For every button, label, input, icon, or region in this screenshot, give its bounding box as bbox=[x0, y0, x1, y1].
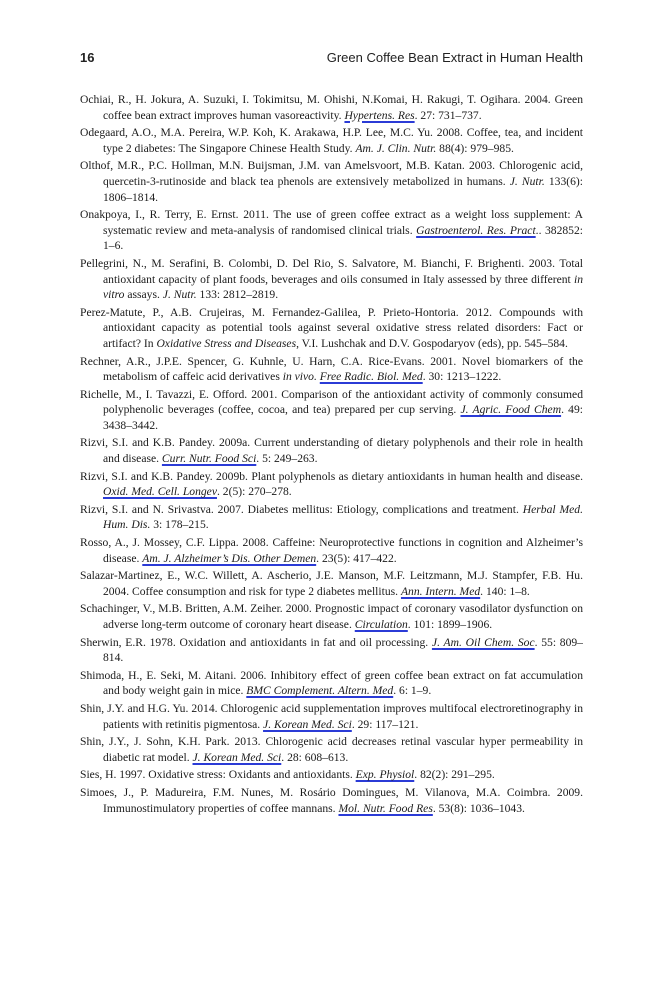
reference-text: . 55: 809–814. bbox=[103, 635, 583, 665]
reference-text: . 82(2): 291–295. bbox=[414, 768, 495, 782]
reference-text: . 29: 117–121. bbox=[351, 717, 419, 731]
journal-link[interactable]: Mol. Nutr. Food Res bbox=[338, 801, 433, 815]
reference-text: Shin, J.Y., J. Sohn, K.H. Park. 2013. Chlorogenic acid decreases retinal vascular hyper permeability in diabetic rat model. bbox=[80, 735, 583, 764]
reference-text: Pellegrini, N., M. Serafini, B. Colombi, D. Del Rio, S. Salvatore, M. Bianchi, F. Brighenti. 2003. Total antioxidant capacity of plant foods, beverages and oils consumed in Italy assessed by three different bbox=[80, 256, 583, 286]
reference-text: . 53(8): 1036–1043. bbox=[432, 801, 525, 815]
reference-text: Sherwin, E.R. 1978. Oxidation and antioxidants in fat and oil processing. bbox=[80, 635, 432, 649]
reference-text: . 49: 3438–3442. bbox=[103, 403, 583, 432]
reference-text: . 23(5): 417–422. bbox=[316, 551, 397, 565]
journal-link[interactable]: Hypertens. Res bbox=[344, 108, 415, 122]
reference-text: Perez-Matute, P., A.B. Crujeiras, M. Fernandez-Galilea, P. Prieto-Hontoria. 2012. Compounds with antioxidant capacity as potential tools against several oxidative stress related disorders: Fact or artifact? In bbox=[80, 305, 583, 350]
reference-text: . 27: 731–737. bbox=[414, 108, 482, 122]
reference-entry bbox=[80, 469, 583, 500]
journal-link[interactable]: Curr. Nutr. Food Sci bbox=[161, 452, 257, 466]
italic-text: Oxidative Stress and Diseases bbox=[156, 336, 297, 350]
reference-text: Rizvi, S.I. and N. Srivastva. 2007. Diabetes mellitus: Etiology, complications and treatment. bbox=[80, 502, 523, 516]
reference-text: Rizvi, S.I. and K.B. Pandey. 2009b. Plant polyphenols as dietary antioxidants in human health and disease. bbox=[80, 469, 583, 483]
reference-text: Simoes, J., P. Madureira, F.M. Nunes, M. Rosário Domingues, M. Vilanova, M.A. Coimbra. 2009. Immunostimulatory properties of coffee mannans. bbox=[80, 785, 583, 815]
reference-text: Rosso, A., J. Mossey, C.F. Lippa. 2008. Caffeine: Neuroprotective functions in cognition and Alzheimer’s disease. bbox=[80, 536, 583, 565]
reference-text: assays. bbox=[124, 288, 163, 302]
reference-entry bbox=[80, 535, 583, 566]
reference-entry bbox=[80, 354, 583, 385]
reference-text: . 2(5): 270–278. bbox=[216, 485, 292, 499]
reference-text: Salazar-Martinez, E., W.C. Willett, A. Ascherio, J.E. Manson, M.F. Leitzmann, M.J. Stampfer, F.B. Hu. 2004. Coffee consumption and risk for type 2 diabetes mellitus. bbox=[80, 569, 583, 598]
journal-link[interactable]: Gastroenterol. Res. Pract bbox=[416, 223, 536, 237]
reference-text: Olthof, M.R., P.C. Hollman, M.N. Buijsman, J.M. van Amelsvoort, M.B. Katan. 2003. Chlorogenic acid, quercetin-3-rutinoside and black tea phenols are extensively metabolized in humans. bbox=[80, 159, 583, 188]
journal-link[interactable]: J. Agric. Food Chem bbox=[460, 403, 562, 417]
reference-text: Shin, J.Y. and H.G. Yu. 2014. Chlorogenic acid supplementation improves multifocal electroretinography in patients with retinitis pigmentosa. bbox=[80, 701, 583, 731]
reference-text: .. 382852: 1–6. bbox=[103, 223, 583, 253]
reference-text: Sies, H. 1997. Oxidative stress: Oxidants and antioxidants. bbox=[80, 768, 356, 782]
reference-text: . 101: 1899–1906. bbox=[407, 618, 493, 631]
reference-entry bbox=[80, 387, 583, 434]
italic-text: in vivo. bbox=[282, 370, 317, 384]
italic-text: J. Nutr. bbox=[509, 174, 545, 188]
reference-text: Shimoda, H., E. Seki, M. Aitani. 2006. Inhibitory effect of green coffee bean extract on fat accumulation and body weight gain in mice. bbox=[80, 668, 583, 698]
italic-text: in vitro bbox=[103, 272, 583, 302]
reference-text: Richelle, M., I. Tavazzi, E. Offord. 2001. Comparison of the antioxidant activity of commonly consumed polyphenolic beverages (coffee, cocoa, and tea) prepared per cup serving. bbox=[80, 387, 583, 417]
reference-entry bbox=[80, 435, 583, 466]
journal-link[interactable]: J. Korean Med. Sci bbox=[192, 750, 282, 764]
journal-link[interactable]: Ann. Intern. Med bbox=[400, 584, 481, 598]
italic-text: J. Nutr. bbox=[162, 288, 197, 302]
page-header bbox=[80, 50, 583, 70]
reference-entry bbox=[80, 158, 583, 205]
italic-text: Herbal Med. Hum. Dis. bbox=[103, 502, 583, 532]
reference-text: . 30: 1213–1222. bbox=[422, 370, 502, 384]
journal-link[interactable]: J. Korean Med. Sci bbox=[263, 717, 352, 731]
journal-link[interactable]: Circulation bbox=[354, 618, 408, 631]
reference-entry bbox=[80, 668, 583, 699]
reference-entry bbox=[80, 767, 583, 783]
reference-entry bbox=[80, 502, 583, 533]
reference-text: 3: 178–215. bbox=[150, 518, 209, 532]
journal-link[interactable]: Exp. Physiol bbox=[355, 768, 415, 782]
reference-text: 88(4): 979–985. bbox=[436, 141, 514, 155]
reference-list bbox=[80, 92, 583, 818]
reference-text: Rizvi, S.I. and K.B. Pandey. 2009a. Current understanding of dietary polyphenols and their role in health and disease. bbox=[80, 436, 583, 466]
journal-link[interactable]: Free Radic. Biol. Med bbox=[319, 370, 423, 384]
reference-text: , V.I. Lushchak and D.V. Gospodaryov (eds), pp. 545–584. bbox=[296, 336, 568, 350]
journal-link[interactable]: Am. J. Alzheimer’s Dis. Other Demen bbox=[142, 551, 317, 565]
reference-text: Schachinger, V., M.B. Britten, A.M. Zeiher. 2000. Prognostic impact of coronary vasodilator dysfunction on adverse long-term outcome of coronary heart disease. bbox=[80, 602, 583, 631]
reference-entry bbox=[80, 701, 583, 732]
reference-entry bbox=[80, 256, 583, 303]
reference-entry bbox=[80, 785, 583, 816]
reference-text: . 6: 1–9. bbox=[393, 684, 432, 698]
reference-text: Onakpoya, I., R. Terry, E. Ernst. 2011. The use of green coffee extract as a weight loss supplement: A systematic review and meta-analysis of randomised clinical trials. bbox=[80, 208, 583, 237]
reference-entry bbox=[80, 92, 583, 123]
reference-text: 133(6): 1806–1814. bbox=[103, 174, 583, 204]
journal-link[interactable]: Oxid. Med. Cell. Longev bbox=[103, 485, 217, 499]
page-number: 16 bbox=[80, 50, 95, 65]
reference-text: . 5: 249–263. bbox=[256, 452, 318, 466]
reference-text: . 140: 1–8. bbox=[480, 584, 530, 598]
reference-entry bbox=[80, 568, 583, 599]
reference-entry bbox=[80, 734, 583, 765]
reference-entry bbox=[80, 635, 583, 666]
journal-link[interactable]: BMC Complement. Altern. Med bbox=[246, 684, 394, 698]
journal-link[interactable]: J. Am. Oil Chem. Soc bbox=[431, 635, 535, 649]
reference-entry bbox=[80, 601, 583, 632]
reference-text: Rechner, A.R., J.P.E. Spencer, G. Kuhnle, U. Harn, C.A. Rice-Evans. 2001. Novel biomarkers of the metabolism of caffeic acid derivatives bbox=[80, 354, 583, 384]
reference-entry bbox=[80, 125, 583, 156]
reference-entry bbox=[80, 207, 583, 254]
running-title: Green Coffee Bean Extract in Human Health bbox=[326, 50, 583, 65]
reference-text: 133: 2812–2819. bbox=[196, 288, 279, 302]
reference-text: . 28: 608–613. bbox=[281, 750, 349, 764]
reference-text: Odegaard, A.O., M.A. Pereira, W.P. Koh, K. Arakawa, H.P. Lee, M.C. Yu. 2008. Coffee, tea, and incident type 2 diabetes: The Singapore Chinese Health Study. bbox=[80, 126, 583, 155]
reference-text: Ochiai, R., H. Jokura, A. Suzuki, I. Tokimitsu, M. Ohishi, N.Komai, H. Rakugi, T. Ogihara. 2004. Green coffee bean extract improves human vasoreactivity. bbox=[80, 93, 583, 122]
italic-text: Am. J. Clin. Nutr. bbox=[355, 141, 437, 155]
reference-entry bbox=[80, 305, 583, 352]
